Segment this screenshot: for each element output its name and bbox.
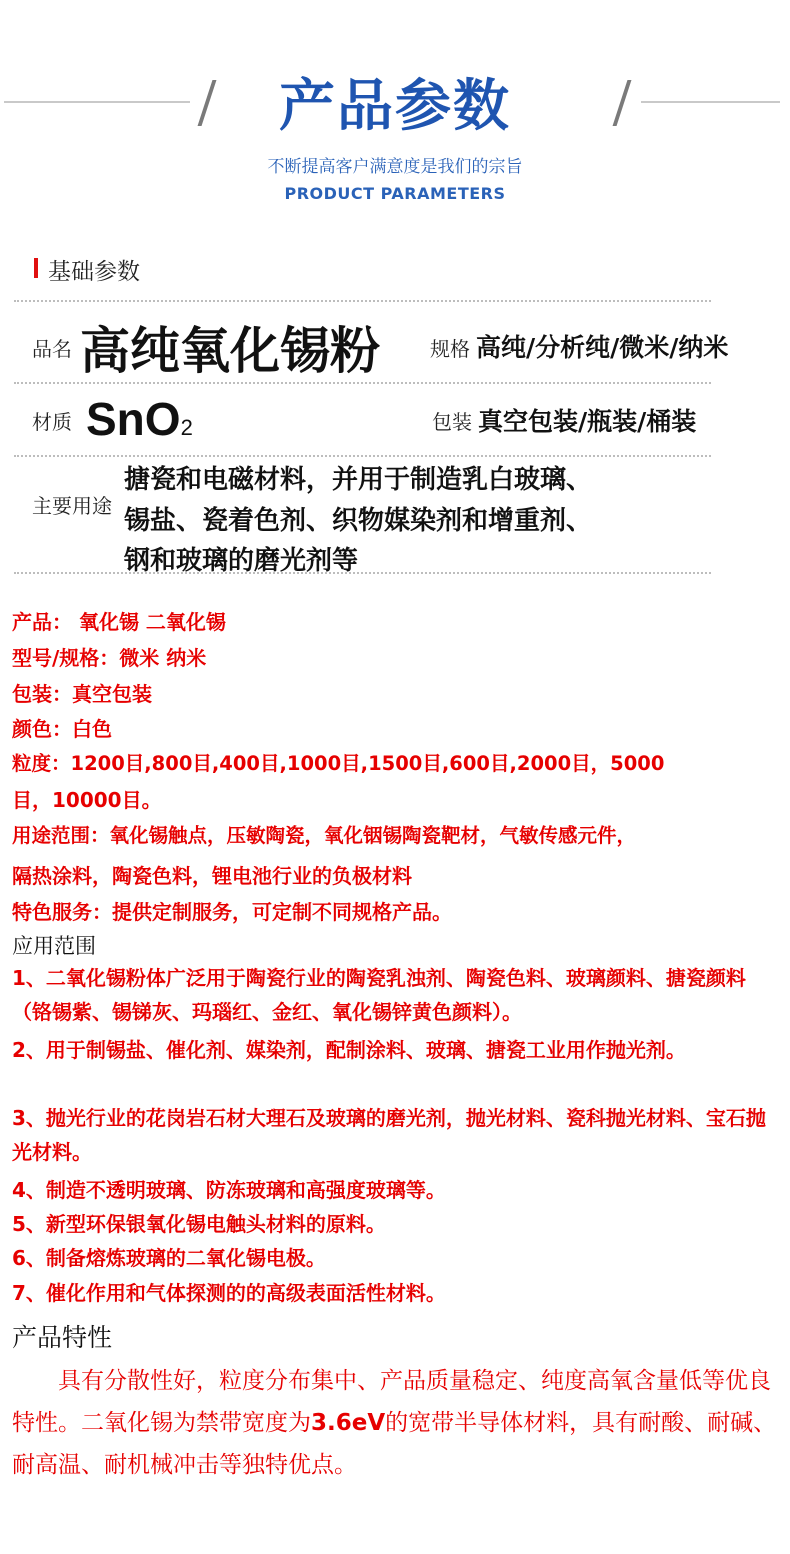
page-subtitle: 不断提高客户满意度是我们的宗旨 (267, 157, 523, 177)
characteristics-bandgap: 3.6eV (311, 1410, 386, 1436)
name-label: 品名 (32, 337, 72, 361)
application-text: 、制备熔炼玻璃的二氧化锡电极。 (25, 1246, 326, 1270)
info-size-2: 目，10000目。 (12, 788, 162, 812)
use-line-2: 锡盐、瓷着色剂、织物媒染剂和增重剂、 (124, 506, 593, 536)
section-title: 基础参数 (48, 259, 140, 285)
application-item (12, 1173, 782, 1207)
application-text: 、抛光行业的花岗岩石材大理石及玻璃的磨光剂，抛光材料、瓷科抛光材料、宝石抛光材料。 (12, 1106, 766, 1164)
info-usage-2: 隔热涂料，陶瓷色料，锂电池行业的负极材料 (12, 864, 412, 888)
application-text: 、二氧化锡粉体广泛用于陶瓷行业的陶瓷乳浊剂、陶瓷色料、玻璃颜料、搪瓷颜料（铬锡紫、锡锑灰、玛瑙红、金红、氧化锡锌黄色颜料）。 (12, 966, 746, 1024)
application-item (12, 1207, 782, 1241)
application-num: 2 (12, 1038, 26, 1062)
application-text: 、用于制锡盐、催化剂、媒染剂，配制涂料、玻璃、搪瓷工业用作抛光剂。 (25, 1038, 686, 1062)
applications-title: 应用范围 (12, 934, 96, 958)
application-item (12, 1033, 782, 1067)
material-subscript: 2 (180, 415, 193, 440)
application-text: 、新型环保银氧化锡电触头材料的原料。 (25, 1212, 386, 1236)
characteristics-body (12, 1360, 782, 1486)
use-line-1: 搪瓷和电磁材料，并用于制造乳白玻璃、 (124, 465, 593, 495)
package-label: 包装 (432, 410, 472, 434)
spec-label: 规格 (430, 337, 470, 361)
application-item (12, 961, 782, 1029)
use-line-3: 钢和玻璃的磨光剂等 (124, 546, 359, 576)
application-num: 5 (12, 1212, 26, 1236)
material-formula (86, 392, 193, 446)
info-model: 型号/规格：微米 纳米 (12, 646, 207, 670)
info-product: 产品： 氧化锡 二氧化锡 (12, 610, 226, 634)
header-right-line (641, 101, 780, 103)
name-value: 高纯氧化锡粉 (80, 322, 380, 380)
material-main: SnO (86, 393, 181, 445)
characteristics-text-1: 具有分散性好，粒度分布集中、产品质量稳定、纯度高氧含量低等优良特性。二氧化锡为禁带宽度为 (12, 1368, 771, 1436)
application-text: 、制造不透明玻璃、防冻玻璃和高强度玻璃等。 (25, 1178, 446, 1202)
info-service: 特色服务：提供定制服务，可定制不同规格产品。 (12, 900, 452, 924)
divider (14, 572, 711, 574)
application-item (12, 1276, 782, 1310)
application-num: 1 (12, 966, 26, 990)
characteristics-title: 产品特性 (12, 1323, 113, 1352)
application-num: 6 (12, 1246, 26, 1270)
application-item (12, 1241, 782, 1275)
info-usage-1: 用途范围：氧化锡触点，压敏陶瓷，氧化铟锡陶瓷靶材，气敏传感元件， (12, 824, 637, 847)
characteristics-text-2: 的宽带半导体材料，具有耐酸、耐碱、耐高温、耐机械冲击等独特优点。 (12, 1410, 777, 1478)
application-num: 4 (12, 1178, 26, 1202)
package-value: 真空包装/瓶装/桶装 (478, 407, 697, 436)
divider (14, 300, 711, 302)
section-marker (34, 258, 38, 278)
page-subtitle-en: PRODUCT PARAMETERS (284, 184, 506, 203)
info-packing: 包装：真空包装 (12, 682, 152, 706)
spec-value: 高纯/分析纯/微米/纳米 (476, 333, 729, 362)
material-label: 材质 (32, 410, 72, 434)
info-color: 颜色：白色 (12, 717, 112, 741)
use-label: 主要用途 (32, 494, 112, 518)
info-size-1: 粒度：1200目,800目,400目,1000目,1500目,600目,2000目，5000 (12, 752, 665, 775)
application-num: 7 (12, 1281, 26, 1305)
application-item (12, 1101, 782, 1169)
divider (14, 382, 711, 384)
application-text: 、催化作用和气体探测的的高级表面活性材料。 (25, 1281, 446, 1305)
page-title: 产品参数 (279, 74, 511, 139)
application-num: 3 (12, 1106, 26, 1130)
divider (14, 455, 711, 457)
